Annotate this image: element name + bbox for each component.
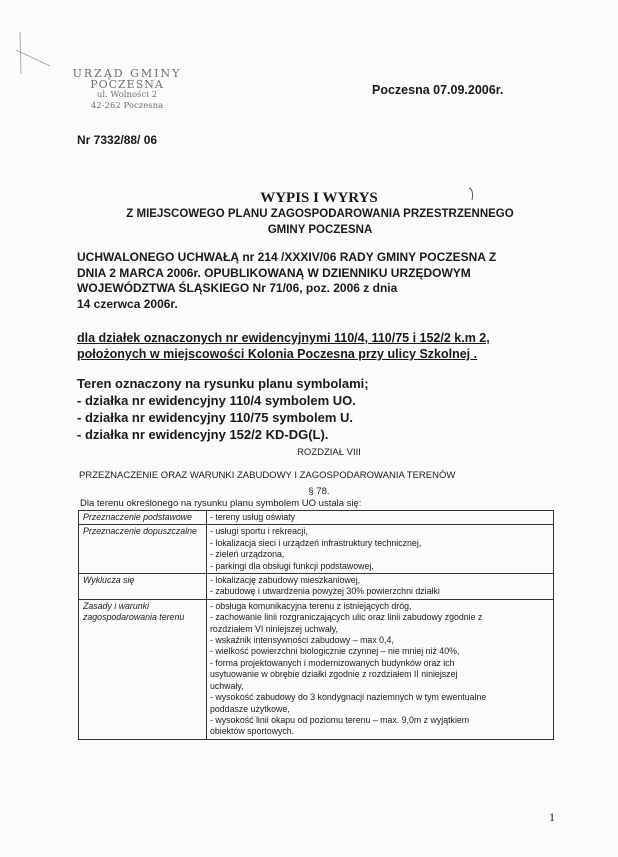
list-item: rozdziałem VI niniejszej uchwały, (210, 623, 338, 634)
plots-line: położonych w miejscowości Kolonia Poczesna przy ulicy Szkolnej . (77, 347, 478, 361)
scan-edge-mark (14, 30, 54, 80)
row-label: Wyklucza się (79, 574, 207, 600)
reference-number: Nr 7332/88/ 06 (77, 133, 158, 147)
subtitle-line: Z MIEJSCOWEGO PLANU ZAGOSPODAROWANIA PRZESTRZENNEGO (126, 208, 514, 220)
stamp-municipality: POCZESNA (90, 78, 164, 91)
section-title: PRZEZNACZENIE ORAZ WARUNKI ZABUDOWY I ZAGOSPODAROWANIA TERENÓW (79, 470, 456, 481)
list-item: - forma projektowanych i modernizowanych budynków oraz ich (210, 657, 455, 668)
stamp-office-name: URZĄD GMINY (72, 67, 182, 80)
list-item: - tereny usług oświaty (210, 512, 296, 522)
symbols-heading: Teren oznaczony na rysunku planu symbolami; (77, 376, 369, 391)
list-item: - wysokość zabudowy do 3 kondygnacji naziemnych w tym ewentualne (210, 692, 487, 703)
stamp-postal-code: 42-262 Poczesna (90, 101, 164, 111)
row-label: Przeznaczenie dopuszczalne (79, 525, 207, 574)
list-item: - zieleń urządzona, (210, 549, 285, 560)
row-content (207, 574, 554, 600)
paragraph-number: § 78. (308, 486, 330, 497)
resolution-line: UCHWALONEGO UCHWAŁĄ nr 214 /XXXIV/06 RADY GMINY POCZESNA Z (77, 250, 497, 264)
list-item: - parkingi dla obsługi funkcji podstawowej, (210, 560, 374, 571)
table-row (79, 599, 554, 739)
plots-line: dla działek oznaczonych nr ewidencyjnymi 110/4, 110/75 i 152/2 k.m 2, (77, 331, 490, 345)
symbol-item: - działka nr ewidencyjny 152/2 KD-DG(L). (77, 427, 329, 442)
office-stamp (62, 68, 192, 112)
chapter-heading: ROZDZIAŁ VIII (297, 447, 361, 458)
list-item: poddasze użytkowe, (210, 703, 290, 714)
page-number: 1 (549, 810, 555, 824)
row-content (207, 599, 554, 739)
row-content (207, 511, 554, 525)
table-row (79, 525, 554, 574)
row-label: Zasady i warunki zagospodarowania terenu (79, 599, 207, 739)
list-item: - wielkość powierzchni biologicznie czynnej – nie mniej niż 40%, (210, 646, 460, 657)
symbol-item: - działka nr ewidencyjny 110/75 symbolem U. (77, 410, 354, 425)
document-subtitle (60, 206, 580, 238)
zoning-rules-table (78, 510, 554, 740)
list-item: usytuowanie w obrębie działki zgodnie z rozdziałem II niniejszej (210, 669, 458, 680)
resolution-reference (77, 250, 567, 312)
list-item: - usługi sportu i rekreacji, (210, 526, 308, 537)
subtitle-line: GMINY POCZESNA (267, 224, 373, 236)
resolution-line: 14 czerwca 2006r. (77, 296, 178, 311)
list-item: uchwały, (210, 680, 244, 691)
plot-symbols-list (77, 375, 369, 443)
plots-description (77, 330, 490, 362)
stamp-street: ul. Wolności 2 (96, 90, 158, 100)
table-row (79, 511, 554, 525)
list-item: - zabudowę i utwardzenia powyżej 30% powierzchni działki (210, 586, 440, 597)
table-row (79, 574, 554, 600)
list-item: obiektów sportowych. (210, 726, 295, 737)
list-item: - wysokość linii okapu od poziomu terenu – max. 9,0m z wyjątkiem (210, 714, 470, 725)
list-item: - wskaźnik intensywności zabudowy – max 0,4, (210, 635, 394, 646)
list-item: - obsługa komunikacyjna terenu z istniejących dróg, (210, 600, 412, 611)
resolution-line: WOJEWÓDZTWA ŚLĄSKIEGO Nr 71/06, poz. 2006 z dnia (77, 281, 398, 295)
list-item: - zachowanie linii rozgraniczających ulic oraz linii zabudowy zgodnie z (210, 612, 483, 623)
document-title: WYPIS I WYRYS (260, 190, 378, 206)
list-item: - lokalizacja sieci i urządzeń infrastruktury technicznej, (210, 537, 422, 548)
document-date: Poczesna 07.09.2006r. (372, 83, 504, 97)
row-label: Przeznaczenie podstawowe (79, 511, 207, 525)
resolution-line: DNIA 2 MARCA 2006r. OPUBLIKOWANĄ W DZIENNIKU URZĘDOWYM (77, 265, 471, 280)
row-content (207, 525, 554, 574)
list-item: - lokalizację zabudowy mieszkaniowej, (210, 575, 361, 586)
symbol-item: - działka nr ewidencyjny 110/4 symbolem UO. (77, 393, 356, 408)
table-intro: Dla terenu określonego na rysunku planu symbolem UO ustala się: (80, 498, 362, 509)
